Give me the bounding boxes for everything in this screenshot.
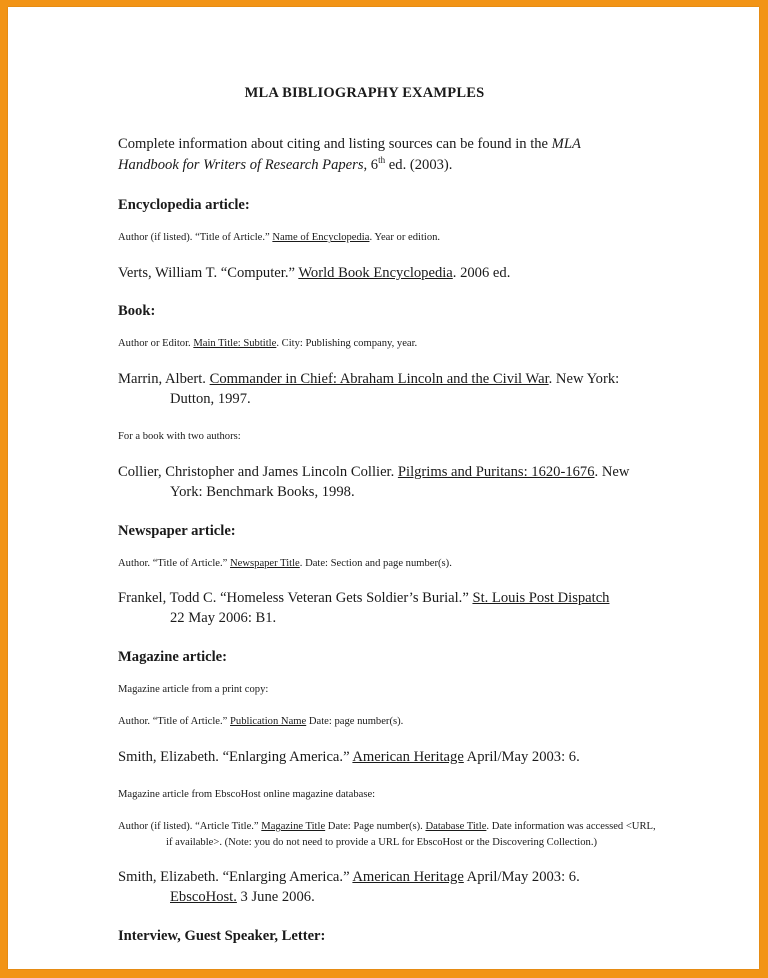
book-template-before: Author or Editor. bbox=[118, 338, 194, 350]
intro-italic-title: MLA Handbook for Writers of Research Papers bbox=[118, 136, 581, 173]
magazine-database-template-line bbox=[118, 819, 663, 850]
book-example-continuation: Dutton, 1997. bbox=[170, 391, 251, 407]
newspaper-template-line bbox=[118, 556, 663, 571]
heading-magazine-article: Magazine article: bbox=[118, 648, 227, 665]
book-two-authors-after: . New bbox=[594, 463, 630, 480]
magazine-database-template-middle: Date: Page number(s). bbox=[325, 821, 426, 833]
magazine-database-template-underlined-magazine: Magazine Title bbox=[261, 821, 326, 833]
book-two-authors-underlined: Pilgrims and Puritans: 1620-1676 bbox=[397, 463, 595, 480]
book-template-line bbox=[118, 336, 663, 351]
book-template-after: . City: Publishing company, year. bbox=[276, 338, 418, 350]
heading-encyclopedia-article: Encyclopedia article: bbox=[118, 197, 250, 214]
magazine-database-template-before: Author (if listed). “Article Title.” bbox=[118, 821, 262, 833]
newspaper-example-before: Frankel, Todd C. “Homeless Veteran Gets Soldier’s Burial.” bbox=[118, 589, 473, 606]
document-page bbox=[8, 7, 759, 969]
book-template-underlined: Main Title: Subtitle bbox=[193, 338, 277, 350]
book-example-underlined: Commander in Chief: Abraham Lincoln and the Civil War bbox=[209, 370, 549, 387]
magazine-print-example-before: Smith, Elizabeth. “Enlarging America.” bbox=[118, 748, 353, 765]
magazine-print-template-line bbox=[118, 714, 663, 729]
heading-interview-guest-speaker-letter: Interview, Guest Speaker, Letter: bbox=[118, 927, 326, 944]
magazine-database-example-continuation bbox=[170, 887, 663, 907]
encyclopedia-example-underlined: World Book Encyclopedia bbox=[298, 264, 453, 281]
document-body bbox=[8, 7, 759, 969]
magazine-database-template-after: . Date information was accessed <URL, if available>. (Note: you do not need to provide a URL for EbscoHost or the Discovering Collection.) bbox=[166, 821, 656, 848]
intro-text-part3: ed. (2003). bbox=[385, 156, 453, 173]
book-two-authors-note: For a book with two authors: bbox=[118, 431, 241, 443]
intro-paragraph bbox=[118, 134, 618, 175]
newspaper-example-continuation: 22 May 2006: B1. bbox=[170, 610, 277, 627]
heading-book: Book: bbox=[118, 303, 156, 320]
heading-newspaper-article: Newspaper article: bbox=[118, 522, 236, 539]
magazine-database-example-after: April/May 2003: 6. bbox=[463, 869, 580, 886]
book-two-authors-example-citation bbox=[118, 462, 663, 503]
newspaper-template-after: . Date: Section and page number(s). bbox=[299, 557, 452, 569]
newspaper-template-before: Author. “Title of Article.” bbox=[118, 557, 231, 569]
magazine-database-example-underlined: American Heritage bbox=[352, 869, 464, 886]
magazine-database-example-continuation-underlined: EbscoHost. bbox=[170, 889, 237, 906]
intro-text-part2: , 6 bbox=[363, 156, 379, 173]
book-two-authors-continuation: York: Benchmark Books, 1998. bbox=[170, 484, 355, 501]
book-example-after: . New York: bbox=[548, 370, 620, 387]
magazine-database-template-underlined-database: Database Title bbox=[425, 821, 487, 833]
newspaper-example-citation bbox=[118, 588, 663, 629]
page-title: MLA BIBLIOGRAPHY EXAMPLES bbox=[244, 85, 485, 101]
encyclopedia-example-citation bbox=[118, 263, 663, 283]
magazine-database-note: Magazine article from EbscoHost online magazine database: bbox=[118, 788, 376, 800]
magazine-print-example-citation bbox=[118, 747, 663, 767]
magazine-database-example-before: Smith, Elizabeth. “Enlarging America.” bbox=[118, 869, 353, 886]
magazine-print-template-after: Date: page number(s). bbox=[306, 716, 404, 728]
book-two-authors-before: Collier, Christopher and James Lincoln Collier. bbox=[118, 463, 398, 480]
encyclopedia-template-before: Author (if listed). “Title of Article.” bbox=[118, 232, 273, 244]
magazine-print-example-after: April/May 2003: 6. bbox=[463, 748, 580, 765]
encyclopedia-template-after: . Year or edition. bbox=[369, 232, 441, 244]
newspaper-example-underlined: St. Louis Post Dispatch bbox=[472, 589, 610, 606]
encyclopedia-template-underlined: Name of Encyclopedia bbox=[272, 232, 370, 244]
magazine-print-note: Magazine article from a print copy: bbox=[118, 683, 269, 695]
magazine-database-example-continuation-after: 3 June 2006. bbox=[236, 889, 315, 906]
magazine-database-example-citation bbox=[118, 867, 663, 908]
encyclopedia-example-before: Verts, William T. “Computer.” bbox=[118, 264, 299, 281]
magazine-print-example-underlined: American Heritage bbox=[352, 748, 464, 765]
encyclopedia-example-after: . 2006 ed. bbox=[452, 264, 511, 281]
encyclopedia-template-line bbox=[118, 230, 663, 245]
intro-text-part1: Complete information about citing and listing sources can be found in the bbox=[118, 136, 552, 152]
book-example-citation bbox=[118, 369, 663, 410]
magazine-print-template-before: Author. “Title of Article.” bbox=[118, 716, 231, 728]
newspaper-template-underlined: Newspaper Title bbox=[230, 557, 300, 569]
magazine-print-template-underlined: Publication Name bbox=[230, 716, 307, 728]
intro-superscript: th bbox=[378, 154, 386, 165]
book-example-before: Marrin, Albert. bbox=[118, 370, 210, 387]
